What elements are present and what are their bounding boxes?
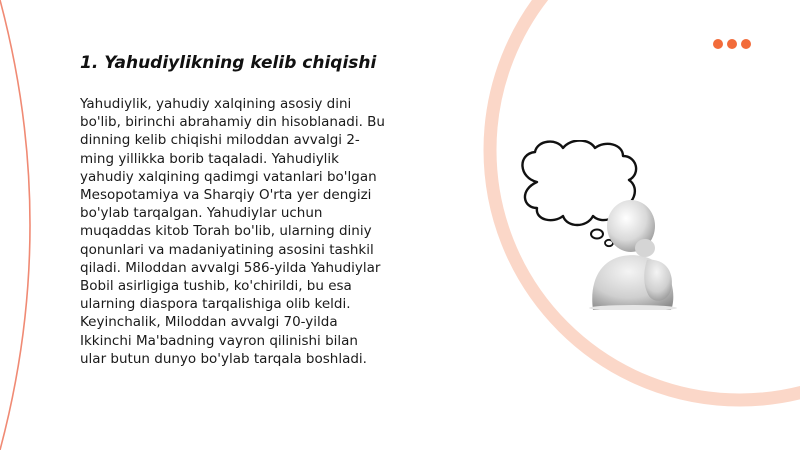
- dot-icon: [741, 39, 751, 49]
- slide-body-text: Yahudiylik, yahudiy xalqining asosiy dini bo'lib, birinchi abrahamiy din hisoblanadi. Bu dinning kelib chiqishi miloddan avvalgi 2- ming yillikka borib taqaladi. Yahudiylik yahudiy xalqining qadimgi vatanlari bo'lgan Mesopotamiya va Sharqiy O'rta yer dengizi bo'ylab tarqalgan. Yahudiylar uchun muqaddas kitob Torah bo'lib, ularning diniy qonunlari va madaniyatining asosini tashkil qiladi. Miloddan avvalgi 586-yilda Yahudiylar Bobil asirligiga tushib, ko'chirildi, bu esa ularning diaspora tarqalishiga olib keldi. Keyinchalik, Miloddan avvalgi 70-yilda Ikkinchi Ma'badning vayron qilinishi bilan ular butun dunyo bo'ylab tarqala boshladi.: [80, 96, 385, 367]
- thinking-person-with-thought-bubble-icon: [515, 140, 695, 310]
- dot-icon: [713, 39, 723, 49]
- dot-icon: [727, 39, 737, 49]
- decorative-dots: [713, 39, 751, 49]
- slide-title: 1. Yahudiylikning kelib chiqishi: [80, 53, 377, 73]
- left-edge-curve: [0, 0, 30, 450]
